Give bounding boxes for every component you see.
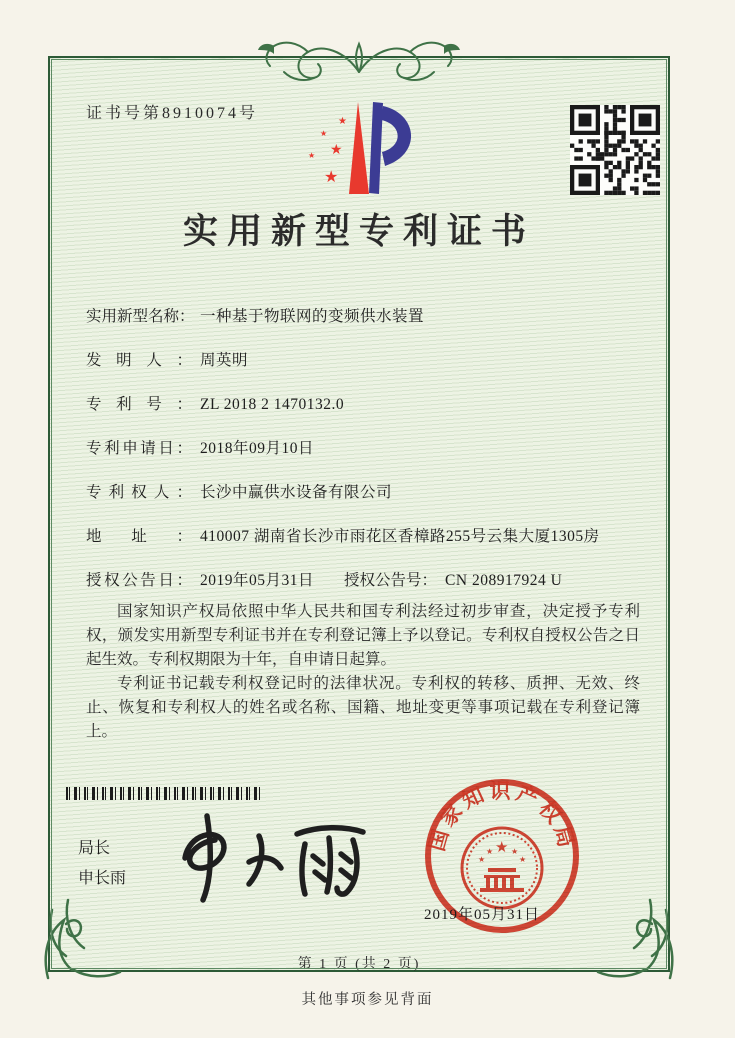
seal-org-text: 国家知识产权局 [424,779,580,854]
field-value: 2019年05月31日 [200,572,315,589]
field-value: ZL 2018 2 1470132.0 [200,396,345,413]
field-label: 实用新型名称： [86,308,195,325]
certificate-number: 证书号第8910074号 [86,105,259,122]
legal-paragraph-1: 国家知识产权局依照中华人民共和国专利法经过初步审查，决定授予专利权，颁发实用新型专利证书并在专利登记簿上予以登记。专利权自授权公告之日起生效。专利权期限为十年，自申请日起算。 [86,603,640,668]
field-label: 专利申请日： [86,440,192,457]
field-label: 地址： [86,528,192,545]
field-label: 专利号： [86,396,192,413]
field-value: CN 208917924 U [445,572,563,589]
field-value: 2018年09月10日 [200,440,315,457]
field-address [86,524,644,568]
seal-date: 2019年05月31日 [424,907,541,923]
certificate-fields [86,304,644,612]
field-patentee [86,480,644,524]
svg-text:★: ★ [320,129,328,138]
field-label: 授权公告号： [344,572,438,589]
svg-text:★: ★ [495,838,509,856]
svg-text:★: ★ [324,167,339,186]
field-inventor [86,348,644,392]
officer-title: 局长 [78,840,111,857]
cnipa-patent-logo-icon [294,94,422,202]
svg-text:★: ★ [330,142,343,158]
svg-text:★: ★ [519,855,527,864]
svg-text:★: ★ [308,151,316,160]
field-value: 长沙中赢供水设备有限公司 [200,484,393,501]
svg-text:★: ★ [338,116,347,127]
page-number: 第 1 页 (共 2 页) [297,957,421,972]
field-patent-number [86,392,644,436]
svg-text:★: ★ [486,847,494,856]
signature-handwriting-icon [155,806,385,906]
svg-text:★: ★ [478,855,486,864]
field-grant-number [344,568,562,590]
officer-block [78,834,126,894]
certificate-frame [48,56,670,972]
field-label: 专利权人： [86,484,192,501]
field-value: 周英明 [200,352,249,369]
svg-text:★: ★ [511,847,519,856]
field-value: 一种基于物联网的变频供水装置 [200,308,425,325]
legal-paragraph-2: 专利证书记载专利权登记时的法律状况。专利权的转移、质押、无效、终止、恢复和专利权人的姓名或名称、国籍、地址变更等事项记载在专利登记簿上。 [86,675,640,740]
official-seal [418,772,586,940]
back-note: 其他事项参见背面 [301,992,434,1008]
certificate-title: 实用新型专利证书 [182,212,535,251]
field-label: 授权公告日： [86,572,192,589]
field-label: 发明人： [86,352,192,369]
qr-code-icon [570,105,660,195]
field-filing-date [86,436,644,480]
legal-text [86,600,640,744]
field-value: 410007 湖南省长沙市雨花区香樟路255号云集大厦1305房 [200,528,600,545]
field-utility-model-name [86,304,644,348]
border-ornament-top-icon [244,32,474,92]
barcode-icon [66,787,264,800]
officer-name: 申长雨 [78,870,127,887]
